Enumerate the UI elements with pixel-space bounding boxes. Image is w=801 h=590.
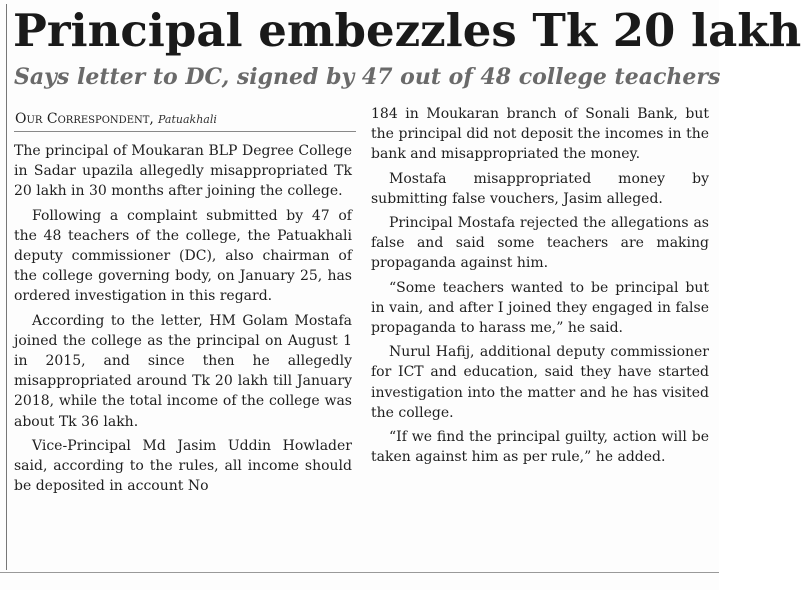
paragraph: Nurul Hafij, additional deputy commissioner for ICT and education, said they have started investigation into the matter and he has visited the college. [371, 344, 709, 421]
byline-divider [14, 131, 356, 132]
bottom-divider [0, 572, 719, 573]
paragraph: “If we find the principal guilty, action will be taken against him as per rule,” he added. [371, 429, 709, 466]
article-column-left [14, 141, 352, 500]
article-column-right [371, 104, 709, 471]
paragraph: Vice-Principal Md Jasim Uddin Howlader said, according to the rules, all income should be deposited in account No [14, 437, 352, 495]
left-border-rule [6, 4, 7, 570]
paragraph: Following a complaint submitted by 47 of the 48 teachers of the college, the Patuakhali deputy commissioner (DC), also chairman of the college governing body, on January 25, has ordered investigation in this regard. [14, 207, 352, 305]
byline-place: Patuakhali [158, 113, 217, 126]
byline [15, 110, 217, 129]
byline-name: Our Correspondent, [15, 111, 154, 127]
paragraph: Mostafa misappropriated money by submitting false vouchers, Jasim alleged. [371, 170, 709, 207]
paragraph: “Some teachers wanted to be principal but in vain, and after I joined they engaged in false propaganda to harass me,” he said. [371, 279, 709, 337]
paragraph: According to the letter, HM Golam Mostafa joined the college as the principal on August 1 in 2015, and since then he allegedly misappropriated around Tk 20 lakh till January 2018, while the total income of the college was about Tk 36 lakh. [14, 312, 352, 430]
headline: Principal embezzles Tk 20 lakh [13, 4, 801, 57]
subheadline: Says letter to DC, signed by 47 out of 48 college teachers [14, 64, 721, 90]
paragraph: The principal of Moukaran BLP Degree College in Sadar upazila allegedly misappropriated Tk 20 lakh in 30 months after joining the college. [14, 143, 352, 200]
paragraph: 184 in Moukaran branch of Sonali Bank, but the principal did not deposit the incomes in the bank and misappropriated the money. [371, 106, 709, 163]
paragraph: Principal Mostafa rejected the allegations as false and said some teachers are making propaganda against him. [371, 215, 709, 272]
